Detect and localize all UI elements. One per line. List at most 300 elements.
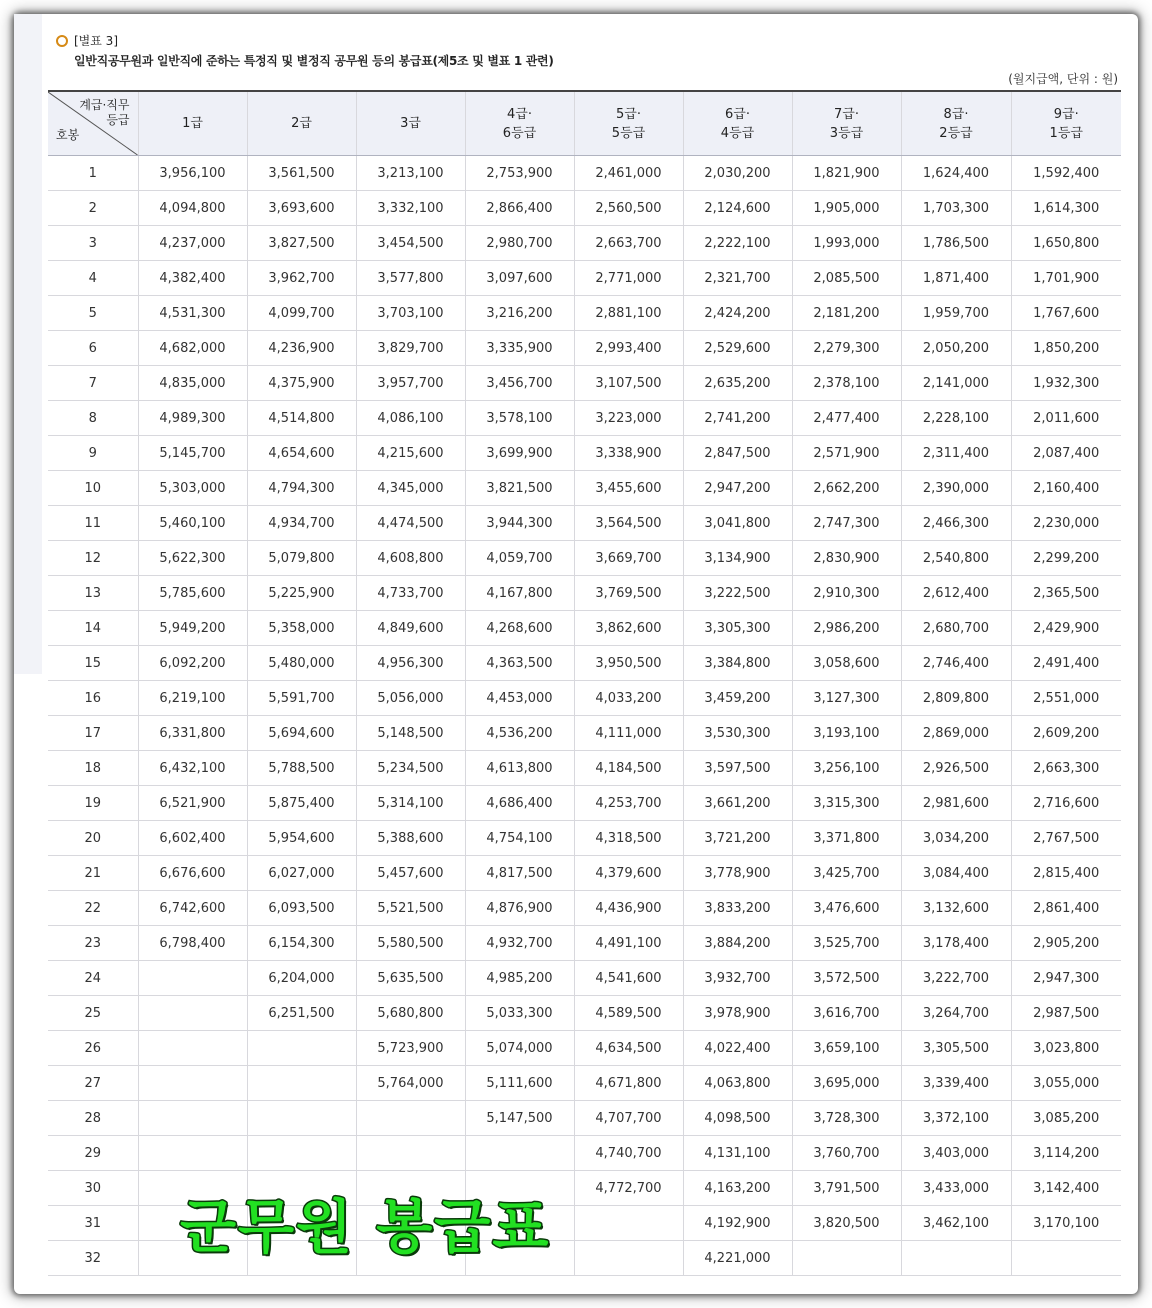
salary-cell: 3,462,100	[901, 1206, 1011, 1241]
bullet-circle-icon	[56, 35, 68, 47]
salary-cell: 3,256,100	[792, 751, 901, 786]
table-row	[48, 506, 1121, 541]
salary-cell: 2,663,700	[574, 226, 683, 261]
salary-cell: 2,390,000	[901, 471, 1011, 506]
salary-cell: 2,981,600	[901, 786, 1011, 821]
salary-cell: 3,760,700	[792, 1136, 901, 1171]
salary-cell: 3,572,500	[792, 961, 901, 996]
salary-cell: 5,303,000	[138, 471, 247, 506]
salary-cell: 2,612,400	[901, 576, 1011, 611]
salary-cell: 4,817,500	[465, 856, 574, 891]
salary-cell: 4,733,700	[356, 576, 465, 611]
step-cell: 24	[48, 961, 138, 996]
salary-cell: 2,160,400	[1011, 471, 1121, 506]
salary-cell: 2,980,700	[465, 226, 574, 261]
salary-cell: 4,589,500	[574, 996, 683, 1031]
salary-cell	[247, 1066, 356, 1101]
column-header: 2급	[247, 91, 356, 156]
salary-cell: 5,635,500	[356, 961, 465, 996]
salary-cell: 3,338,900	[574, 436, 683, 471]
salary-cell	[574, 1206, 683, 1241]
table-row	[48, 541, 1121, 576]
salary-cell: 3,525,700	[792, 926, 901, 961]
salary-cell: 4,379,600	[574, 856, 683, 891]
corner-step-label: 호봉	[56, 128, 80, 142]
salary-cell: 3,305,500	[901, 1031, 1011, 1066]
salary-cell: 3,372,100	[901, 1101, 1011, 1136]
salary-cell	[138, 996, 247, 1031]
salary-cell: 4,613,800	[465, 751, 574, 786]
salary-cell	[1011, 1241, 1121, 1276]
salary-cell: 4,192,900	[683, 1206, 792, 1241]
salary-cell: 3,114,200	[1011, 1136, 1121, 1171]
salary-cell: 4,754,100	[465, 821, 574, 856]
step-cell: 13	[48, 576, 138, 611]
step-cell: 11	[48, 506, 138, 541]
salary-cell: 4,835,000	[138, 366, 247, 401]
table-row	[48, 576, 1121, 611]
salary-cell: 1,650,800	[1011, 226, 1121, 261]
table-row	[48, 891, 1121, 926]
salary-cell: 3,339,400	[901, 1066, 1011, 1101]
salary-cell: 4,086,100	[356, 401, 465, 436]
salary-cell: 3,371,800	[792, 821, 901, 856]
salary-cell: 6,092,200	[138, 646, 247, 681]
salary-cell: 5,234,500	[356, 751, 465, 786]
table-subtitle: 일반직공무원과 일반직에 준하는 특정직 및 별정직 공무원 등의 봉급표(제5조 및 별표 1 관련)	[74, 54, 554, 68]
salary-cell: 2,299,200	[1011, 541, 1121, 576]
salary-cell: 2,993,400	[574, 331, 683, 366]
salary-cell: 3,058,600	[792, 646, 901, 681]
salary-cell: 3,827,500	[247, 226, 356, 261]
table-row	[48, 751, 1121, 786]
salary-cell: 1,624,400	[901, 156, 1011, 191]
salary-cell: 4,375,900	[247, 366, 356, 401]
salary-cell: 4,536,200	[465, 716, 574, 751]
salary-cell: 2,030,200	[683, 156, 792, 191]
step-cell: 30	[48, 1171, 138, 1206]
column-header: 5급· 5등급	[574, 91, 683, 156]
step-cell: 5	[48, 296, 138, 331]
salary-cell: 2,540,800	[901, 541, 1011, 576]
salary-cell: 2,228,100	[901, 401, 1011, 436]
salary-cell: 6,219,100	[138, 681, 247, 716]
salary-cell: 3,699,900	[465, 436, 574, 471]
salary-cell: 2,869,000	[901, 716, 1011, 751]
salary-cell: 3,023,800	[1011, 1031, 1121, 1066]
salary-cell: 4,318,500	[574, 821, 683, 856]
table-row	[48, 961, 1121, 996]
table-row	[48, 646, 1121, 681]
step-cell: 7	[48, 366, 138, 401]
table-row	[48, 191, 1121, 226]
step-cell: 20	[48, 821, 138, 856]
salary-cell: 4,654,600	[247, 436, 356, 471]
salary-cell: 1,701,900	[1011, 261, 1121, 296]
salary-cell: 4,740,700	[574, 1136, 683, 1171]
salary-cell: 2,491,400	[1011, 646, 1121, 681]
table-row	[48, 786, 1121, 821]
salary-cell: 5,457,600	[356, 856, 465, 891]
salary-cell: 4,634,500	[574, 1031, 683, 1066]
table-row	[48, 226, 1121, 261]
salary-cell: 4,268,600	[465, 611, 574, 646]
salary-cell: 4,671,800	[574, 1066, 683, 1101]
salary-cell: 1,850,200	[1011, 331, 1121, 366]
salary-cell: 5,521,500	[356, 891, 465, 926]
table-row	[48, 996, 1121, 1031]
salary-cell	[356, 1101, 465, 1136]
salary-cell: 6,154,300	[247, 926, 356, 961]
salary-cell: 4,531,300	[138, 296, 247, 331]
salary-cell	[792, 1241, 901, 1276]
salary-cell: 3,178,400	[901, 926, 1011, 961]
salary-cell: 3,728,300	[792, 1101, 901, 1136]
salary-cell: 3,459,200	[683, 681, 792, 716]
salary-cell: 3,597,500	[683, 751, 792, 786]
salary-cell: 5,111,600	[465, 1066, 574, 1101]
table-row	[48, 436, 1121, 471]
step-cell: 16	[48, 681, 138, 716]
step-cell: 6	[48, 331, 138, 366]
step-cell: 8	[48, 401, 138, 436]
salary-cell: 3,034,200	[901, 821, 1011, 856]
salary-cell: 3,193,100	[792, 716, 901, 751]
salary-cell: 2,141,000	[901, 366, 1011, 401]
salary-cell	[574, 1241, 683, 1276]
salary-cell: 2,560,500	[574, 191, 683, 226]
salary-cell: 3,821,500	[465, 471, 574, 506]
salary-cell: 3,170,100	[1011, 1206, 1121, 1241]
salary-cell	[138, 1101, 247, 1136]
step-cell: 15	[48, 646, 138, 681]
salary-cell: 4,491,100	[574, 926, 683, 961]
salary-cell: 4,215,600	[356, 436, 465, 471]
table-row	[48, 1101, 1121, 1136]
salary-cell	[138, 1031, 247, 1066]
salary-cell: 2,222,100	[683, 226, 792, 261]
salary-cell: 1,905,000	[792, 191, 901, 226]
salary-cell: 4,363,500	[465, 646, 574, 681]
salary-cell: 5,954,600	[247, 821, 356, 856]
salary-cell: 3,264,700	[901, 996, 1011, 1031]
salary-cell: 5,622,300	[138, 541, 247, 576]
salary-cell: 3,578,100	[465, 401, 574, 436]
salary-cell: 4,098,500	[683, 1101, 792, 1136]
step-cell: 28	[48, 1101, 138, 1136]
salary-cell: 3,661,200	[683, 786, 792, 821]
salary-cell: 2,365,500	[1011, 576, 1121, 611]
step-cell: 18	[48, 751, 138, 786]
table-row	[48, 821, 1121, 856]
salary-cell	[356, 1136, 465, 1171]
step-cell: 21	[48, 856, 138, 891]
salary-cell: 4,989,300	[138, 401, 247, 436]
salary-cell: 3,659,100	[792, 1031, 901, 1066]
salary-cell: 4,131,100	[683, 1136, 792, 1171]
salary-cell: 2,947,200	[683, 471, 792, 506]
step-cell: 12	[48, 541, 138, 576]
salary-cell: 4,167,800	[465, 576, 574, 611]
salary-cell: 6,251,500	[247, 996, 356, 1031]
salary-cell: 4,063,800	[683, 1066, 792, 1101]
salary-cell: 2,926,500	[901, 751, 1011, 786]
salary-cell: 2,947,300	[1011, 961, 1121, 996]
salary-cell: 5,723,900	[356, 1031, 465, 1066]
salary-cell: 3,944,300	[465, 506, 574, 541]
salary-cell: 2,311,400	[901, 436, 1011, 471]
table-row	[48, 681, 1121, 716]
salary-cell: 2,847,500	[683, 436, 792, 471]
appendix-tag: [별표 3]	[74, 34, 118, 48]
salary-cell: 6,093,500	[247, 891, 356, 926]
column-header: 9급· 1등급	[1011, 91, 1121, 156]
salary-cell: 3,564,500	[574, 506, 683, 541]
salary-cell: 3,769,500	[574, 576, 683, 611]
salary-cell: 2,461,000	[574, 156, 683, 191]
table-row	[48, 331, 1121, 366]
salary-cell: 2,716,600	[1011, 786, 1121, 821]
salary-cell: 3,695,000	[792, 1066, 901, 1101]
salary-cell: 1,592,400	[1011, 156, 1121, 191]
column-header: 4급· 6등급	[465, 91, 574, 156]
salary-cell: 1,959,700	[901, 296, 1011, 331]
salary-cell: 3,978,900	[683, 996, 792, 1031]
salary-cell: 3,957,700	[356, 366, 465, 401]
salary-cell: 2,466,300	[901, 506, 1011, 541]
salary-cell: 2,680,700	[901, 611, 1011, 646]
salary-cell: 2,986,200	[792, 611, 901, 646]
table-row	[48, 1136, 1121, 1171]
salary-cell	[247, 1031, 356, 1066]
salary-cell: 3,721,200	[683, 821, 792, 856]
salary-cell: 2,321,700	[683, 261, 792, 296]
salary-cell: 4,099,700	[247, 296, 356, 331]
salary-cell: 4,221,000	[683, 1241, 792, 1276]
step-cell: 10	[48, 471, 138, 506]
salary-cell: 4,382,400	[138, 261, 247, 296]
salary-cell: 4,345,000	[356, 471, 465, 506]
salary-cell: 3,315,300	[792, 786, 901, 821]
salary-cell: 5,580,500	[356, 926, 465, 961]
salary-cell: 4,253,700	[574, 786, 683, 821]
corner-rank-label-line1: 계급·직무	[79, 98, 130, 112]
salary-cell: 2,753,900	[465, 156, 574, 191]
salary-cell: 2,551,000	[1011, 681, 1121, 716]
salary-cell: 2,181,200	[792, 296, 901, 331]
step-cell: 19	[48, 786, 138, 821]
salary-cell: 3,335,900	[465, 331, 574, 366]
salary-cell: 3,829,700	[356, 331, 465, 366]
step-cell: 26	[48, 1031, 138, 1066]
salary-cell: 4,033,200	[574, 681, 683, 716]
header-row	[48, 91, 1121, 156]
salary-cell: 2,747,300	[792, 506, 901, 541]
salary-cell: 2,767,500	[1011, 821, 1121, 856]
column-header: 8급· 2등급	[901, 91, 1011, 156]
salary-cell: 2,279,300	[792, 331, 901, 366]
salary-cell: 5,056,000	[356, 681, 465, 716]
overlay-title: 군무원 봉급표	[180, 1193, 551, 1261]
salary-cell: 5,949,200	[138, 611, 247, 646]
salary-cell: 6,331,800	[138, 716, 247, 751]
table-row	[48, 926, 1121, 961]
salary-cell: 3,403,000	[901, 1136, 1011, 1171]
side-panel	[14, 14, 42, 674]
salary-cell: 4,184,500	[574, 751, 683, 786]
salary-cell: 4,059,700	[465, 541, 574, 576]
corner-rank-label-line2: 등급	[106, 113, 130, 127]
salary-cell: 3,561,500	[247, 156, 356, 191]
salary-cell: 3,577,800	[356, 261, 465, 296]
salary-cell: 4,682,000	[138, 331, 247, 366]
step-cell: 17	[48, 716, 138, 751]
salary-cell: 3,693,600	[247, 191, 356, 226]
salary-cell: 1,614,300	[1011, 191, 1121, 226]
salary-cell: 2,746,400	[901, 646, 1011, 681]
salary-cell: 2,866,400	[465, 191, 574, 226]
salary-cell: 5,785,600	[138, 576, 247, 611]
salary-cell: 2,571,900	[792, 436, 901, 471]
salary-cell: 2,230,000	[1011, 506, 1121, 541]
salary-cell: 6,521,900	[138, 786, 247, 821]
salary-cell	[138, 1066, 247, 1101]
salary-cell: 2,124,600	[683, 191, 792, 226]
step-cell: 27	[48, 1066, 138, 1101]
step-cell: 23	[48, 926, 138, 961]
salary-cell: 5,388,600	[356, 821, 465, 856]
column-header: 6급· 4등급	[683, 91, 792, 156]
salary-cell: 3,962,700	[247, 261, 356, 296]
salary-cell: 3,134,900	[683, 541, 792, 576]
salary-cell: 3,384,800	[683, 646, 792, 681]
salary-cell: 4,436,900	[574, 891, 683, 926]
salary-cell: 3,305,300	[683, 611, 792, 646]
salary-cell: 4,772,700	[574, 1171, 683, 1206]
column-header: 7급· 3등급	[792, 91, 901, 156]
salary-cell	[138, 1136, 247, 1171]
salary-cell: 4,453,000	[465, 681, 574, 716]
salary-cell: 6,742,600	[138, 891, 247, 926]
salary-cell: 3,778,900	[683, 856, 792, 891]
table-row	[48, 366, 1121, 401]
step-cell: 14	[48, 611, 138, 646]
column-header: 3급	[356, 91, 465, 156]
table-row	[48, 296, 1121, 331]
salary-cell: 2,087,400	[1011, 436, 1121, 471]
table-row	[48, 471, 1121, 506]
salary-cell: 1,703,300	[901, 191, 1011, 226]
salary-cell: 4,794,300	[247, 471, 356, 506]
step-cell: 9	[48, 436, 138, 471]
salary-cell: 1,932,300	[1011, 366, 1121, 401]
salary-cell: 4,474,500	[356, 506, 465, 541]
salary-table	[48, 90, 1121, 1276]
salary-cell: 2,662,200	[792, 471, 901, 506]
salary-cell: 3,455,600	[574, 471, 683, 506]
salary-cell: 2,987,500	[1011, 996, 1121, 1031]
salary-cell: 4,236,900	[247, 331, 356, 366]
salary-cell: 5,694,600	[247, 716, 356, 751]
salary-cell: 3,862,600	[574, 611, 683, 646]
salary-cell: 2,910,300	[792, 576, 901, 611]
salary-cell: 3,216,200	[465, 296, 574, 331]
salary-cell: 5,145,700	[138, 436, 247, 471]
step-cell: 1	[48, 156, 138, 191]
salary-cell: 4,849,600	[356, 611, 465, 646]
salary-cell: 3,950,500	[574, 646, 683, 681]
salary-cell: 5,314,100	[356, 786, 465, 821]
salary-cell: 6,676,600	[138, 856, 247, 891]
salary-cell: 3,932,700	[683, 961, 792, 996]
salary-cell: 3,833,200	[683, 891, 792, 926]
salary-cell: 3,041,800	[683, 506, 792, 541]
salary-cell	[247, 1101, 356, 1136]
salary-cell: 4,094,800	[138, 191, 247, 226]
table-row	[48, 156, 1121, 191]
salary-cell: 4,934,700	[247, 506, 356, 541]
salary-cell: 4,514,800	[247, 401, 356, 436]
salary-cell: 4,022,400	[683, 1031, 792, 1066]
salary-cell: 2,477,400	[792, 401, 901, 436]
salary-cell: 3,476,600	[792, 891, 901, 926]
unit-note: (월지급액, 단위 : 원)	[1008, 72, 1118, 86]
salary-cell: 3,454,500	[356, 226, 465, 261]
step-cell: 4	[48, 261, 138, 296]
corner-header-cell	[48, 91, 138, 156]
salary-cell: 3,107,500	[574, 366, 683, 401]
salary-cell: 3,820,500	[792, 1206, 901, 1241]
salary-cell	[465, 1136, 574, 1171]
salary-cell: 5,225,900	[247, 576, 356, 611]
step-cell: 32	[48, 1241, 138, 1276]
salary-cell: 3,142,400	[1011, 1171, 1121, 1206]
salary-cell: 3,132,600	[901, 891, 1011, 926]
salary-cell: 4,707,700	[574, 1101, 683, 1136]
salary-cell: 6,602,400	[138, 821, 247, 856]
salary-cell: 2,635,200	[683, 366, 792, 401]
salary-cell: 5,358,000	[247, 611, 356, 646]
salary-cell: 5,033,300	[465, 996, 574, 1031]
step-cell: 31	[48, 1206, 138, 1241]
table-row	[48, 1031, 1121, 1066]
salary-cell: 4,608,800	[356, 541, 465, 576]
salary-cell: 4,237,000	[138, 226, 247, 261]
step-cell: 2	[48, 191, 138, 226]
salary-cell: 5,460,100	[138, 506, 247, 541]
step-cell: 29	[48, 1136, 138, 1171]
salary-cell: 6,798,400	[138, 926, 247, 961]
salary-cell: 2,378,100	[792, 366, 901, 401]
salary-cell: 6,204,000	[247, 961, 356, 996]
salary-cell: 3,425,700	[792, 856, 901, 891]
table-row	[48, 716, 1121, 751]
salary-cell: 4,686,400	[465, 786, 574, 821]
salary-cell: 3,223,000	[574, 401, 683, 436]
salary-cell: 2,085,500	[792, 261, 901, 296]
salary-cell: 5,875,400	[247, 786, 356, 821]
salary-cell	[901, 1241, 1011, 1276]
salary-cell: 2,663,300	[1011, 751, 1121, 786]
table-body	[48, 156, 1121, 1276]
salary-cell: 3,127,300	[792, 681, 901, 716]
salary-cell: 3,085,200	[1011, 1101, 1121, 1136]
salary-cell: 5,680,800	[356, 996, 465, 1031]
salary-cell: 2,861,400	[1011, 891, 1121, 926]
salary-cell: 3,222,700	[901, 961, 1011, 996]
salary-cell: 5,074,000	[465, 1031, 574, 1066]
table-row	[48, 611, 1121, 646]
